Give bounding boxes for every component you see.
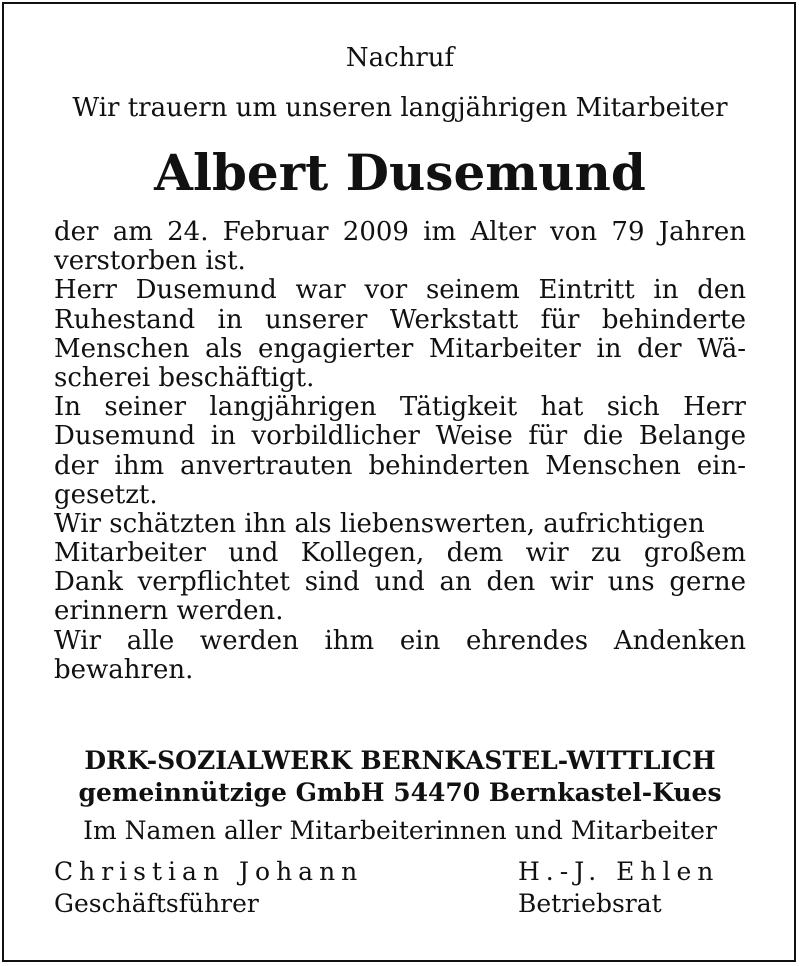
obituary-heading: Nachruf: [345, 43, 455, 73]
body-line: Herr Dusemund war vor seinem Eintritt in den: [54, 276, 746, 306]
body-line: Menschen als engagierter Mitarbeiter in der Wä-: [54, 334, 746, 364]
body-line: Mitarbeiter und Kollegen, dem wir zu großem: [54, 539, 746, 569]
body-line: verstorben ist.: [54, 247, 246, 277]
signatory-left-role: Geschäftsführer: [54, 889, 259, 918]
body-line: Wir schätzten ihn als liebenswerten, aufrichtigen: [54, 509, 705, 539]
body-line: der ihm anvertrauten behinderten Menschen ein-: [54, 451, 746, 481]
organization-address: gemeinnützige GmbH 54470 Bernkastel-Kues: [78, 778, 722, 807]
body-line: bewahren.: [54, 655, 194, 685]
body-line: der am 24. Februar 2009 im Alter von 79 Jahren: [54, 218, 746, 247]
signatory-right-role: Betriebsrat: [518, 889, 662, 918]
signatory-right-name: H.-J. Ehlen: [518, 857, 720, 886]
organization-name: DRK-SOZIALWERK BERNKASTEL-WITTLICH: [84, 746, 716, 775]
body-line: gesetzt.: [54, 480, 158, 510]
body-line: In seiner langjährigen Tätigkeit hat sich Herr: [54, 393, 746, 423]
body-line: Ruhestand in unserer Werkstatt für behinderte: [54, 305, 746, 335]
obituary-body: [54, 218, 746, 685]
body-line: erinnern werden.: [54, 597, 284, 627]
lead-line: Wir trauern um unseren langjährigen Mitarbeiter: [72, 93, 728, 123]
deceased-name: Albert Dusemund: [154, 143, 646, 202]
body-line: Dank verpflichtet sind und an den wir uns gerne: [54, 568, 746, 598]
body-line: Dusemund in vorbildlicher Weise für die Belange: [54, 422, 746, 452]
signatory-left-name: Christian Johann: [54, 857, 364, 886]
body-line: scherei beschäftigt.: [54, 363, 315, 393]
body-line: Wir alle werden ihm ein ehrendes Andenken: [54, 626, 746, 656]
on-behalf-line: Im Namen aller Mitarbeiterinnen und Mitarbeiter: [83, 816, 717, 845]
